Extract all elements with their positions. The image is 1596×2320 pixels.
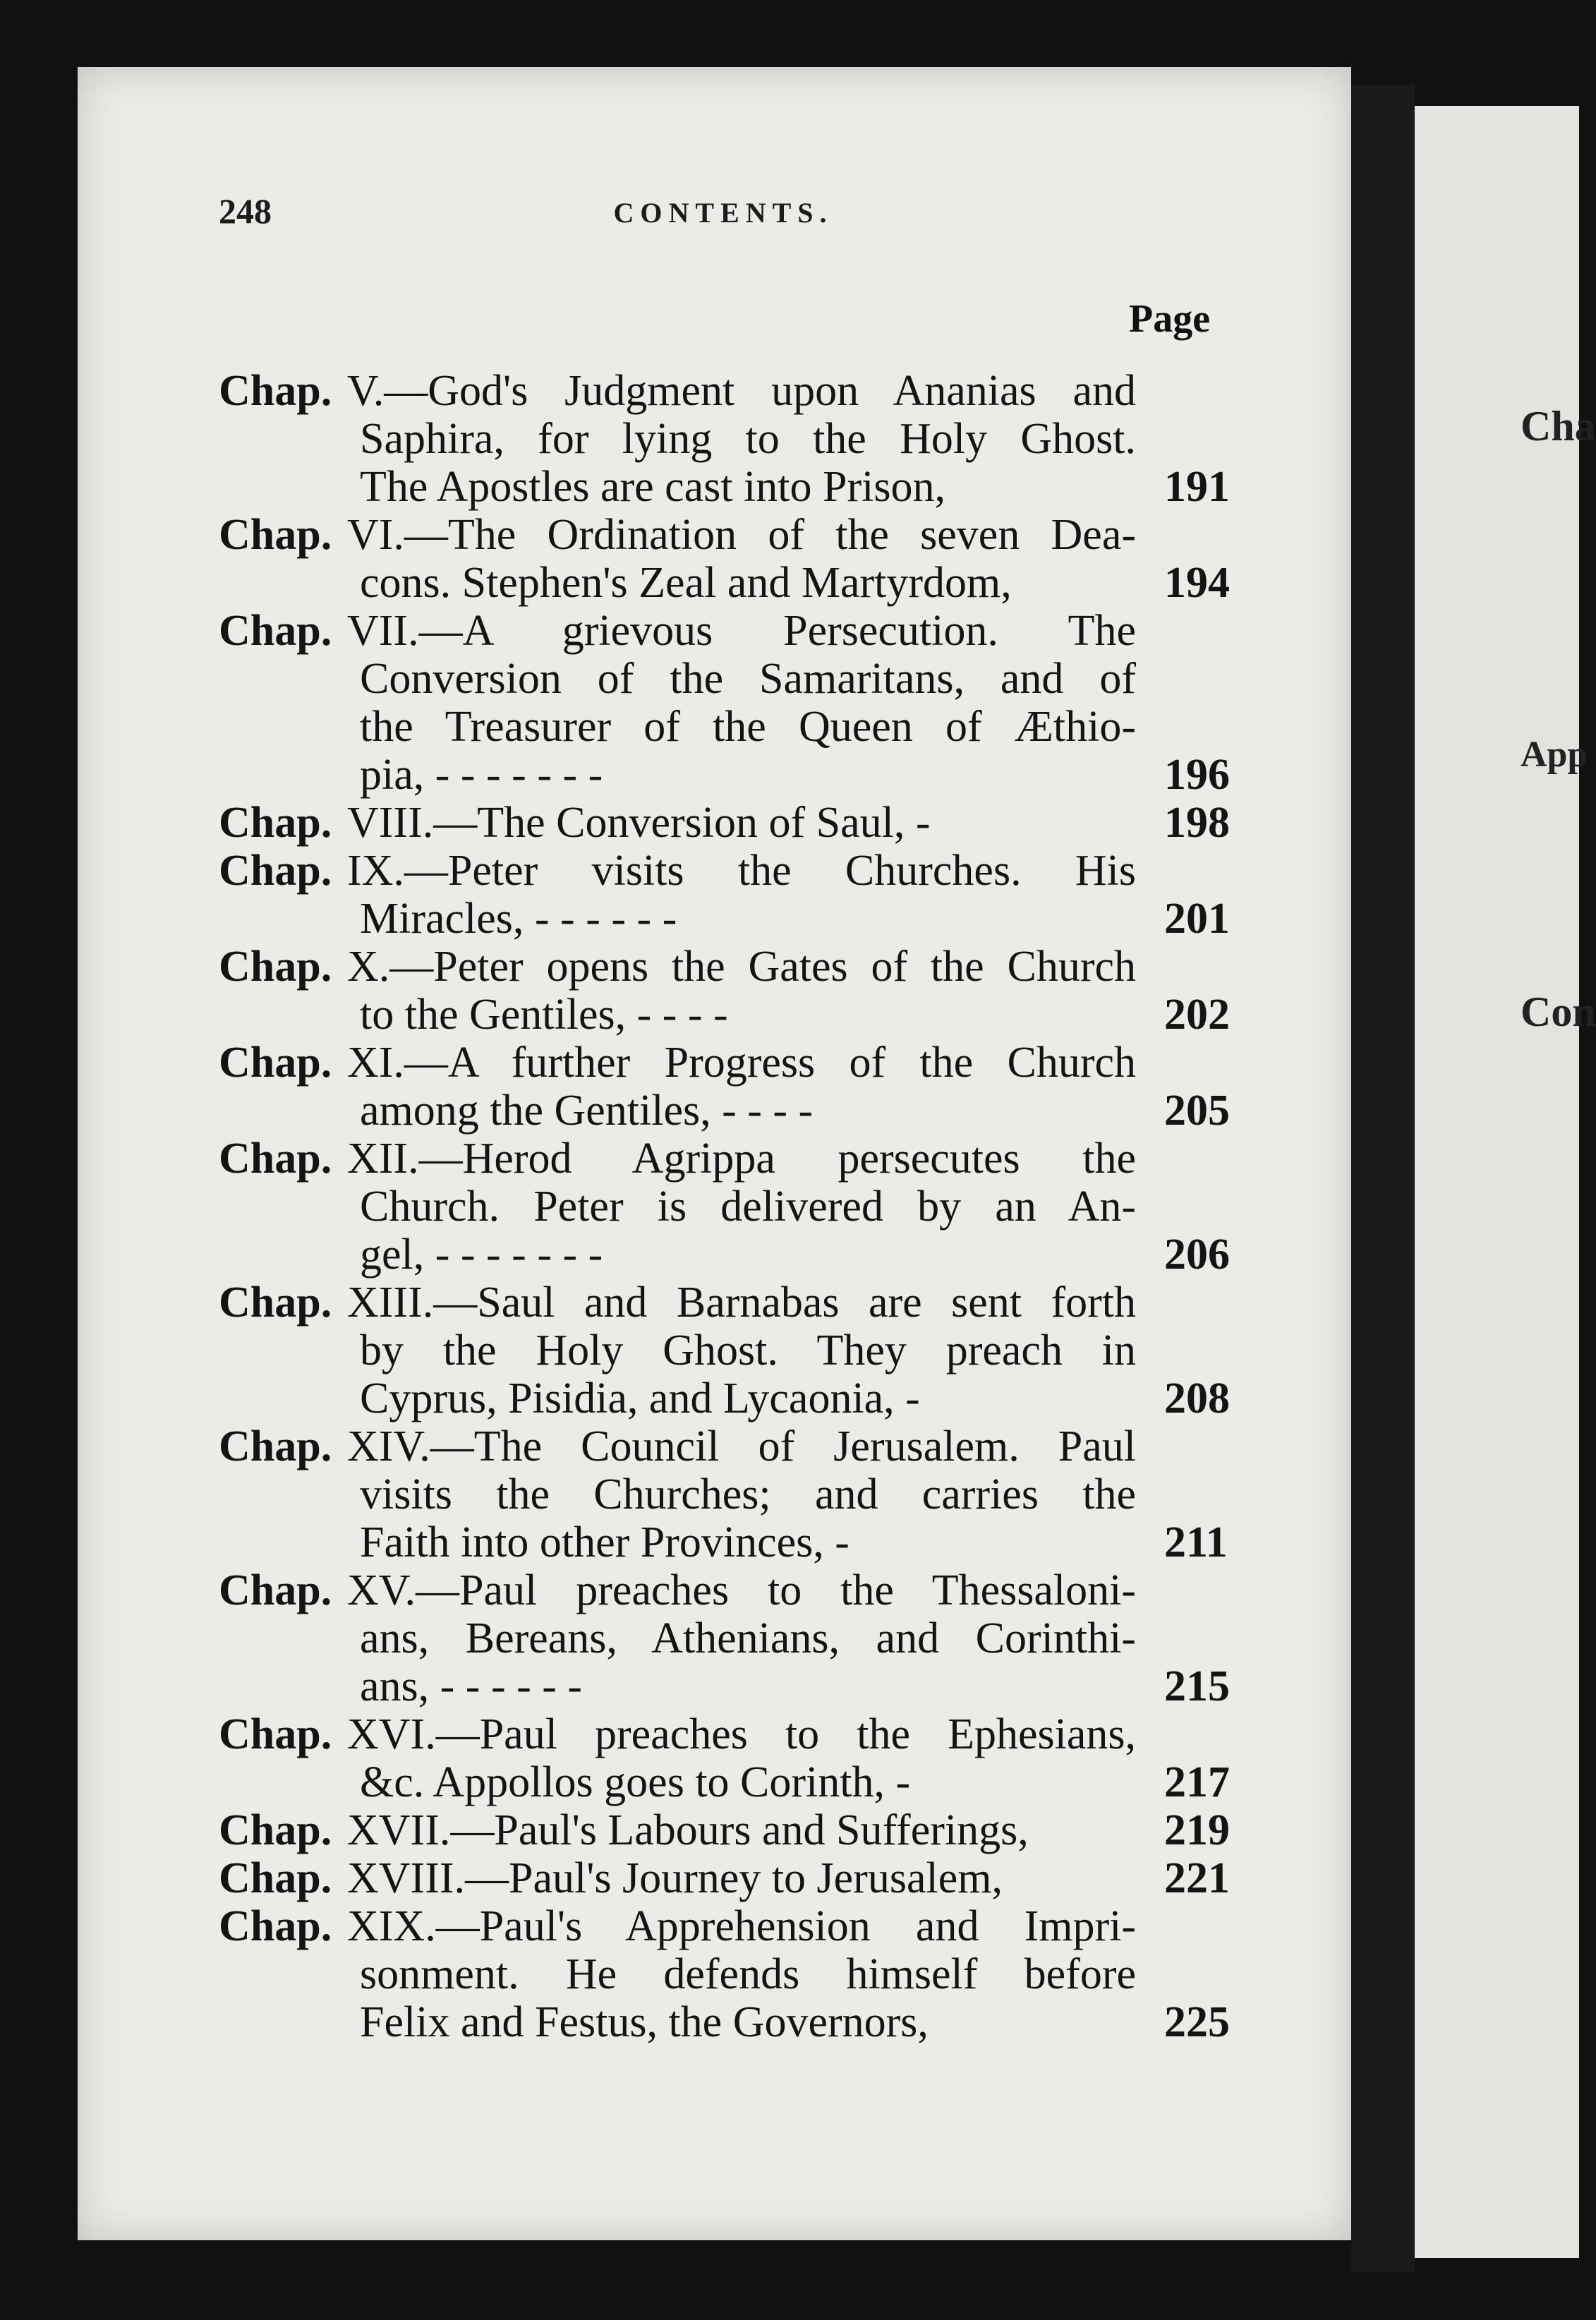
chapter-title-line: to the Gentiles, - - - - (360, 991, 728, 1039)
facing-fragment: Cha (1521, 403, 1596, 449)
toc-entry (219, 847, 1263, 943)
toc-row (219, 943, 1263, 991)
chapter-title-line: XVI.—Paul preaches to the Ephesians, (347, 1710, 1136, 1758)
chapter-title-line: Saphira, for lying to the Holy Ghost. (360, 415, 1136, 463)
facing-page (1415, 106, 1596, 2258)
toc-entry (219, 1039, 1263, 1135)
chapter-title-line: sonment. He defends himself before (360, 1950, 1136, 1998)
toc-entry (219, 607, 1263, 799)
toc-row (219, 1614, 1263, 1662)
chapter-title-line: Miracles, - - - - - - (360, 895, 677, 943)
chapter-title-line: VI.—The Ordination of the seven Dea- (347, 511, 1136, 559)
facing-fragment: Con (1521, 989, 1596, 1035)
chapter-page-number: 202 (1164, 991, 1230, 1039)
chapter-prefix: Chap. (219, 1039, 332, 1087)
toc-entry (219, 1710, 1263, 1806)
chapter-page-number: 205 (1164, 1087, 1230, 1135)
chapter-page-number: 219 (1164, 1806, 1230, 1854)
toc-entry (219, 1854, 1263, 1902)
chapter-title-line: The Apostles are cast into Prison, (360, 463, 945, 511)
chapter-prefix: Chap. (219, 943, 332, 991)
table-of-contents (219, 367, 1263, 2046)
chapter-title-line: XVII.—Paul's Labours and Sufferings, (347, 1806, 1029, 1854)
chapter-prefix: Chap. (219, 1806, 332, 1854)
toc-row (219, 1854, 1263, 1902)
toc-row (219, 1422, 1263, 1470)
toc-row (219, 1662, 1263, 1710)
toc-entry (219, 1279, 1263, 1422)
chapter-page-number: 196 (1164, 751, 1230, 799)
toc-row (219, 1998, 1263, 2046)
chapter-prefix: Chap. (219, 847, 332, 895)
toc-row (219, 991, 1263, 1039)
toc-row (219, 1327, 1263, 1375)
toc-row (219, 1950, 1263, 1998)
facing-fragment: App (1521, 735, 1588, 775)
toc-row (219, 607, 1263, 655)
page-title: CONTENTS. (613, 197, 833, 229)
chapter-page-number: 201 (1164, 895, 1230, 943)
chapter-title-line: Cyprus, Pisidia, and Lycaonia, - (360, 1375, 920, 1422)
chapter-prefix: Chap. (219, 1422, 332, 1470)
page-column-label: Page (1129, 297, 1211, 341)
toc-row (219, 415, 1263, 463)
chapter-title-line: Conversion of the Samaritans, and of (360, 655, 1136, 703)
chapter-prefix: Chap. (219, 1710, 332, 1758)
chapter-prefix: Chap. (219, 367, 332, 415)
book-gutter (1351, 85, 1415, 2272)
toc-entry (219, 1902, 1263, 2046)
chapter-page-number: 225 (1164, 1998, 1230, 2046)
chapter-page-number: 194 (1164, 559, 1230, 607)
toc-row (219, 463, 1263, 511)
toc-row (219, 895, 1263, 943)
toc-row (219, 1183, 1263, 1231)
chapter-title-line: among the Gentiles, - - - - (360, 1087, 814, 1135)
chapter-title-line: XIX.—Paul's Apprehension and Impri- (347, 1902, 1136, 1950)
chapter-prefix: Chap. (219, 511, 332, 559)
toc-row (219, 1087, 1263, 1135)
chapter-prefix: Chap. (219, 607, 332, 655)
toc-row (219, 655, 1263, 703)
chapter-title-line: XIV.—The Council of Jerusalem. Paul (347, 1422, 1136, 1470)
toc-row (219, 1902, 1263, 1950)
chapter-title-line: the Treasurer of the Queen of Æthio- (360, 703, 1136, 751)
chapter-title-line: XIII.—Saul and Barnabas are sent forth (347, 1279, 1136, 1327)
toc-row (219, 559, 1263, 607)
toc-row (219, 799, 1263, 847)
chapter-page-number: 191 (1164, 463, 1230, 511)
chapter-title-line: visits the Churches; and carries the (360, 1470, 1136, 1518)
toc-row (219, 1806, 1263, 1854)
chapter-title-line: XI.—A further Progress of the Church (347, 1039, 1136, 1087)
toc-row (219, 1518, 1263, 1566)
toc-row (219, 1566, 1263, 1614)
toc-row (219, 367, 1263, 415)
page-number: 248 (219, 191, 272, 231)
chapter-page-number: 215 (1164, 1662, 1230, 1710)
toc-row (219, 703, 1263, 751)
chapter-title-line: Felix and Festus, the Governors, (360, 1998, 929, 2046)
chapter-title-line: VII.—A grievous Persecution. The (347, 607, 1136, 655)
toc-entry (219, 367, 1263, 511)
chapter-page-number: 211 (1164, 1518, 1228, 1566)
chapter-prefix: Chap. (219, 1279, 332, 1327)
chapter-title-line: IX.—Peter visits the Churches. His (347, 847, 1136, 895)
chapter-prefix: Chap. (219, 799, 332, 847)
toc-row (219, 1758, 1263, 1806)
toc-row (219, 1135, 1263, 1183)
chapter-title-line: XVIII.—Paul's Journey to Jerusalem, (347, 1854, 1003, 1902)
chapter-page-number: 206 (1164, 1231, 1230, 1279)
chapter-title-line: by the Holy Ghost. They preach in (360, 1327, 1136, 1375)
chapter-title-line: ans, - - - - - - (360, 1662, 583, 1710)
toc-entry (219, 943, 1263, 1039)
chapter-prefix: Chap. (219, 1566, 332, 1614)
toc-row (219, 751, 1263, 799)
toc-entry (219, 1566, 1263, 1710)
toc-entry (219, 1806, 1263, 1854)
chapter-page-number: 208 (1164, 1375, 1230, 1422)
chapter-prefix: Chap. (219, 1902, 332, 1950)
chapter-title-line: cons. Stephen's Zeal and Martyrdom, (360, 559, 1012, 607)
chapter-title-line: XV.—Paul preaches to the Thessaloni- (347, 1566, 1136, 1614)
chapter-prefix: Chap. (219, 1854, 332, 1902)
toc-entry (219, 1135, 1263, 1279)
chapter-title-line: &c. Appollos goes to Corinth, - (360, 1758, 911, 1806)
running-head (219, 191, 1228, 247)
chapter-title-line: Faith into other Provinces, - (360, 1518, 850, 1566)
chapter-title-line: V.—God's Judgment upon Ananias and (347, 367, 1136, 415)
toc-row (219, 847, 1263, 895)
chapter-title-line: pia, - - - - - - - (360, 751, 603, 799)
chapter-title-line: XII.—Herod Agrippa persecutes the (347, 1135, 1136, 1183)
chapter-title-line: gel, - - - - - - - (360, 1231, 603, 1279)
toc-row (219, 1231, 1263, 1279)
toc-row (219, 1470, 1263, 1518)
chapter-prefix: Chap. (219, 1135, 332, 1183)
chapter-title-line: Church. Peter is delivered by an An- (360, 1183, 1136, 1231)
chapter-title-line: X.—Peter opens the Gates of the Church (347, 943, 1136, 991)
toc-row (219, 1279, 1263, 1327)
toc-entry (219, 511, 1263, 607)
toc-row (219, 1710, 1263, 1758)
toc-entry (219, 1422, 1263, 1566)
toc-row (219, 1039, 1263, 1087)
chapter-page-number: 217 (1164, 1758, 1230, 1806)
chapter-page-number: 221 (1164, 1854, 1230, 1902)
chapter-page-number: 198 (1164, 799, 1230, 847)
chapter-title-line: VIII.—The Conversion of Saul, - (347, 799, 931, 847)
chapter-title-line: ans, Bereans, Athenians, and Corinthi- (360, 1614, 1136, 1662)
toc-row (219, 1375, 1263, 1422)
toc-row (219, 511, 1263, 559)
toc-entry (219, 799, 1263, 847)
